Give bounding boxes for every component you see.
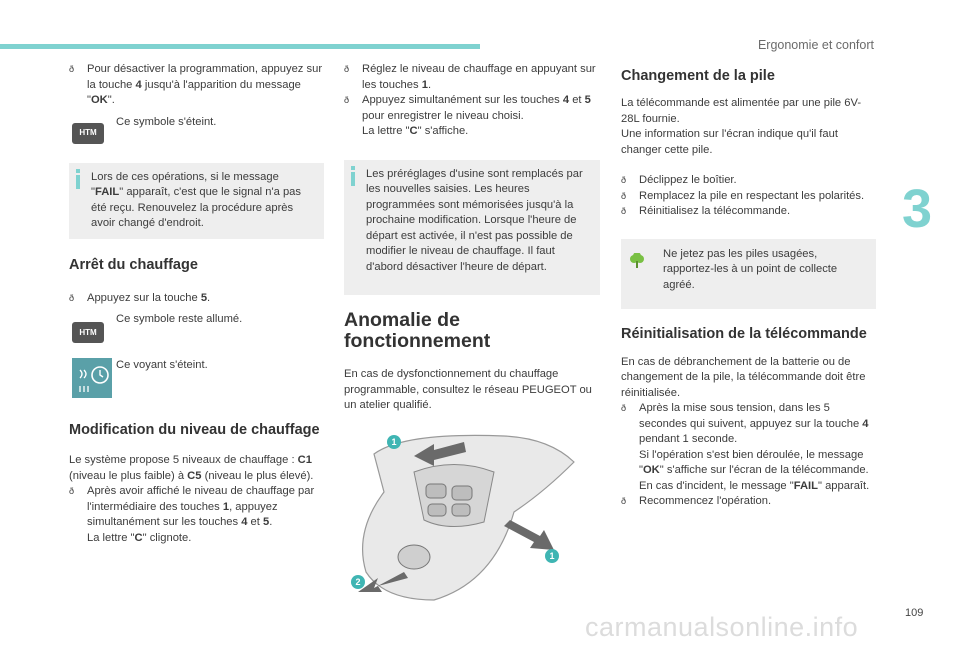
bullet-set-level: ð Réglez le niveau de chauffage en appuyant sur les touches 1.	[344, 62, 600, 93]
letter-c-blinks: La lettre "C" clignote.	[87, 531, 192, 544]
callout-2: 2	[355, 576, 361, 587]
htm-icon: HTM	[72, 322, 104, 343]
bullet-deactivate: ð Pour désactiver la programmation, appuyez sur la touche 4 jusqu'à l'apparition du message "OK".	[69, 62, 324, 109]
callout-1-bottom: 1	[549, 550, 555, 561]
reinit-step-2: ð Recommencez l'opération.	[621, 494, 876, 510]
bullet-press-5: ð Appuyez sur la touche 5.	[69, 291, 324, 307]
pile-heading: Changement de la pile	[621, 68, 775, 84]
info-icon	[76, 169, 80, 189]
info-text: Les préréglages d'usine sont remplacés par les nouvelles saisies. Les heures programmées sont mémorisées jusqu'à la prochaine modification. Lorsque l'heure de départ est activée, il n'est pas possible de modifier le niveau de chauffage. Il faut d'abord désactiver l'heure de départ.	[366, 167, 583, 273]
chapter-number: 3	[902, 179, 933, 239]
watermark: carmanualsonline.info	[585, 612, 859, 642]
eco-text: Ne jetez pas les piles usagées, rapportez-les à un point de collecte agréé.	[663, 247, 838, 291]
modification-intro: Le système propose 5 niveaux de chauffage : C1 (niveau le plus faible) à C5 (niveau le plus élevé).	[69, 454, 314, 482]
remote-illustration	[344, 432, 600, 602]
symbol-off-text: Ce symbole s'éteint.	[116, 115, 217, 128]
bullet-level-display: ð Après avoir affiché le niveau de chauffage par l'intermédiaire des touches 1, appuyez simultanément sur les touches 4 et 5.	[69, 484, 324, 531]
reinit-heading: Réinitialisation de la télécommande	[621, 325, 867, 342]
info-icon	[351, 166, 355, 186]
voyant-row	[69, 358, 324, 402]
pile-text-2: Une information sur l'écran indique qu'il faut changer cette pile.	[621, 128, 838, 156]
bullet-save-level: ð Appuyez simultanément sur les touches 4 et 5 pour enregistrer le niveau choisi.	[344, 93, 600, 124]
eco-box	[621, 239, 876, 309]
anomalie-text: En cas de dysfonctionnement du chauffage programmable, consultez le réseau PEUGEOT ou un atelier qualifié.	[344, 368, 592, 411]
column-2	[344, 62, 600, 602]
info-text: Lors de ces opérations, si le message "FAIL" apparaît, c'est que le signal n'a pas été reçu. Renouvelez la procédure après avoir changé d'endroit.	[91, 170, 301, 229]
symbol-on-text: Ce symbole reste allumé.	[116, 313, 243, 325]
reinit-success: Si l'opération s'est bien déroulée, le message "OK" s'affiche sur l'écran de la télécommande.	[639, 448, 869, 476]
column-1	[69, 62, 324, 546]
step-unclip: ð Déclippez le boîtier.	[621, 173, 876, 189]
pile-text-1: La télécommande est alimentée par une pile 6V-28L fournie.	[621, 97, 862, 125]
letter-c-displayed: La lettre "C" s'affiche.	[362, 125, 469, 137]
callout-1-top: 1	[391, 436, 397, 447]
anomalie-heading: Anomalie de fonctionnement	[344, 309, 491, 352]
htm-off-row	[69, 115, 324, 155]
section-title: Ergonomie et confort	[757, 38, 874, 52]
htm-icon: HTM	[72, 123, 104, 144]
arret-heading: Arrêt du chauffage	[69, 256, 198, 273]
reinit-step-1: ð Après la mise sous tension, dans les 5 secondes qui suivent, appuyez sur la touche 4 pendant 1 seconde.	[621, 401, 876, 448]
step-reinit: ð Réinitialisez la télécommande.	[621, 204, 876, 220]
page-number: 109	[905, 607, 924, 619]
reinit-fail: En cas d'incident, le message "FAIL" apparaît.	[639, 479, 870, 492]
modification-heading: Modification du niveau de chauffage	[69, 422, 320, 438]
voyant-text: Ce voyant s'éteint.	[116, 359, 208, 371]
step-replace: ð Remplacez la pile en respectant les polarités.	[621, 189, 876, 205]
info-box-fail	[69, 163, 324, 239]
htm-on-row	[69, 312, 324, 354]
column-3	[621, 62, 876, 510]
tree-icon	[629, 253, 645, 269]
pile-steps	[621, 173, 876, 220]
heater-timer-warning-icon	[72, 358, 112, 398]
info-box-presets	[344, 160, 600, 296]
reinit-text: En cas de débranchement de la batterie ou de changement de la pile, la télécommande doit être réinitialisée.	[621, 355, 866, 399]
top-accent-bar	[0, 44, 480, 49]
